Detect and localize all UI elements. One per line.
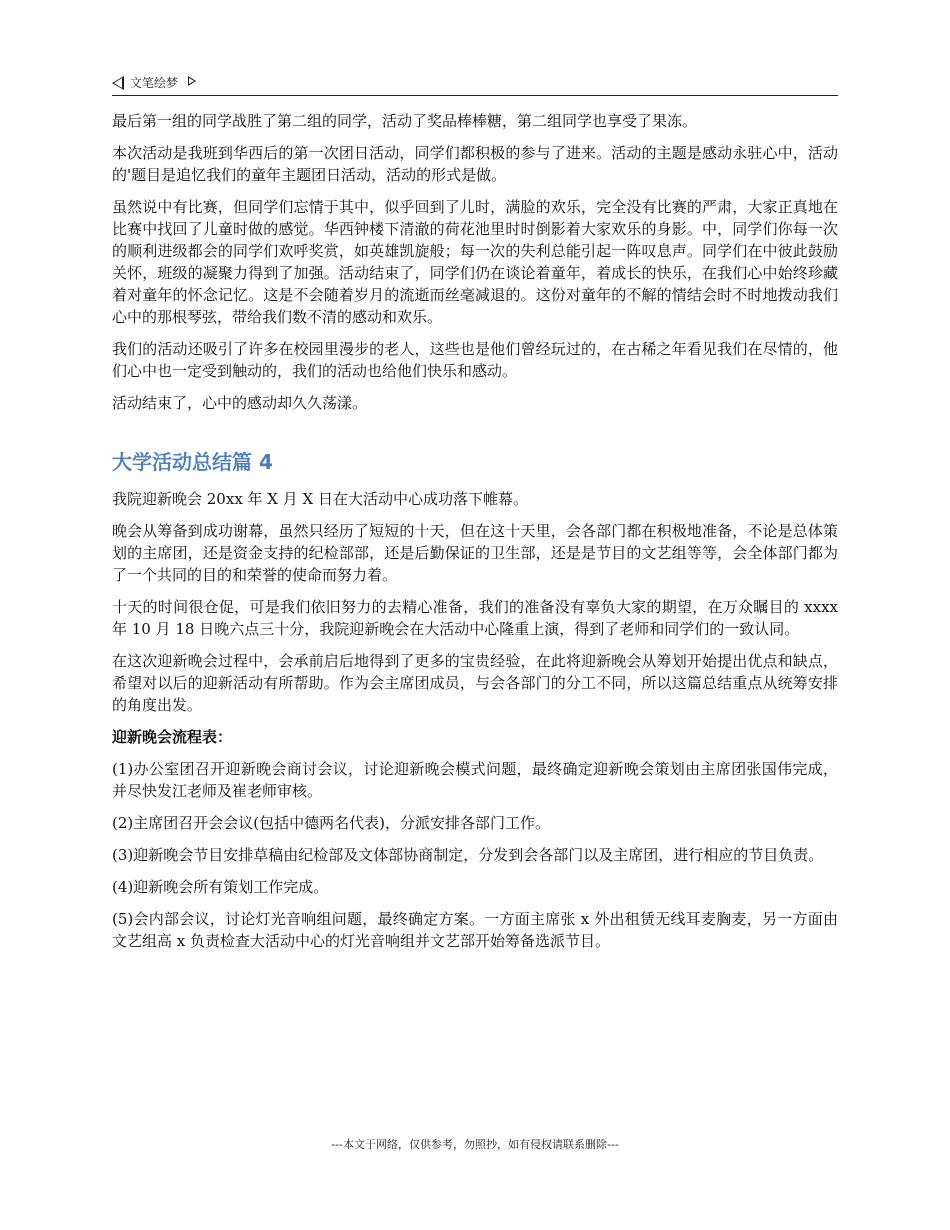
triangle-left-icon bbox=[112, 76, 124, 90]
paragraph: 最后第一组的同学战胜了第二组的同学，活动了奖品棒棒糖，第二组同学也享受了果冻。 bbox=[112, 112, 698, 130]
document-body bbox=[112, 110, 838, 962]
flow-item: (3)迎新晚会节目安排草稿由纪检部及文体部协商制定，分发到会各部门以及主席团，进行相应的节目负责。 bbox=[112, 846, 824, 864]
page-footer: ---本文于网络，仅供参考，勿照抄，如有侵权请联系删除--- bbox=[331, 1138, 619, 1151]
paragraph: 十天的时间很仓促，可是我们依旧努力的去精心准备，我们的准备没有辜负大家的期望，在万众瞩目的 xxxx 年 10 月 18 日晚六点三十分，我院迎新晚会在大活动中心隆重上演，得到了老师和同学们的一致认同。 bbox=[112, 598, 838, 638]
header-title: 文笔绘梦 bbox=[130, 76, 179, 90]
paragraph: 活动结束了，心中的感动却久久荡漾。 bbox=[112, 394, 368, 412]
paragraph: 在这次迎新晚会过程中，会承前启后地得到了更多的宝贵经验，在此将迎新晚会从筹划开始提出优点和缺点，希望对以后的迎新活动有所帮助。作为会主席团成员，与会各部门的分工不同，所以这篇总结重点从统筹安排的角度出发。 bbox=[112, 652, 838, 714]
section-heading: 大学活动总结篇 4 bbox=[112, 450, 273, 474]
flow-title: 迎新晚会流程表： bbox=[112, 728, 233, 746]
flow-item: (4)迎新晚会所有策划工作完成。 bbox=[112, 878, 329, 896]
flow-item: (5)会内部会议，讨论灯光音响组问题，最终确定方案。一方面主席张 x 外出租赁无线耳麦胸麦，另一方面由文艺组高 x 负责检查大活动中心的灯光音响组并文艺部开始筹备选派节目。 bbox=[112, 910, 838, 950]
paragraph: 我们的活动还吸引了许多在校园里漫步的老人，这些也是他们曾经玩过的，在古稀之年看见我们在尽情的，他们心中也一定受到触动的，我们的活动也给他们快乐和感动。 bbox=[112, 340, 838, 380]
paragraph: 虽然说中有比赛，但同学们忘情于其中，似乎回到了儿时，满脸的欢乐，完全没有比赛的严肃，大家正真地在比赛中找回了儿童时做的感觉。华西钟楼下清澈的荷花池里时时倒影着大家欢乐的身影。中，同学们你每一次的顺利进级都会的同学们欢呼奖赏，如英雄凯旋般；每一次的失利总能引起一阵叹息声。同学们在中彼此鼓励关怀，班级的凝聚力得到了加强。活动结束了，同学们仍在谈论着童年，着成长的快乐，在我们心中始终珍藏着对童年的怀念记忆。这是不会随着岁月的流逝而丝毫减退的。这份对童年的不解的情结会时不时地拨动我们心中的那根琴弦，带给我们数不清的感动和欢乐。 bbox=[112, 198, 838, 326]
triangle-right-icon bbox=[188, 76, 196, 86]
paragraph: 晚会从筹备到成功谢幕，虽然只经历了短短的十天，但在这十天里，会各部门都在积极地准备，不论是总体策划的主席团，还是资金支持的纪检部部，还是后勤保证的卫生部，还是是节目的文艺组等等，会全体部门都为了一个共同的目的和荣誉的使命而努力着。 bbox=[112, 522, 838, 584]
flow-item: (2)主席团召开会会议(包括中德两名代表)，分派安排各部门工作。 bbox=[112, 814, 550, 832]
paragraph: 本次活动是我班到华西后的第一次团日活动，同学们都积极的参与了进来。活动的主题是感动永驻心中，活动的'题目是追忆我们的童年主题团日活动，活动的形式是做。 bbox=[112, 144, 838, 184]
paragraph: 我院迎新晚会 20xx 年 X 月 X 日在大活动中心成功落下帷幕。 bbox=[112, 490, 528, 508]
page-header bbox=[112, 70, 838, 96]
document-page bbox=[112, 0, 838, 1230]
flow-item: (1)办公室团召开迎新晚会商讨会议，讨论迎新晚会模式问题，最终确定迎新晚会策划由主席团张国伟完成，并尽快发江老师及崔老师审核。 bbox=[112, 760, 838, 800]
